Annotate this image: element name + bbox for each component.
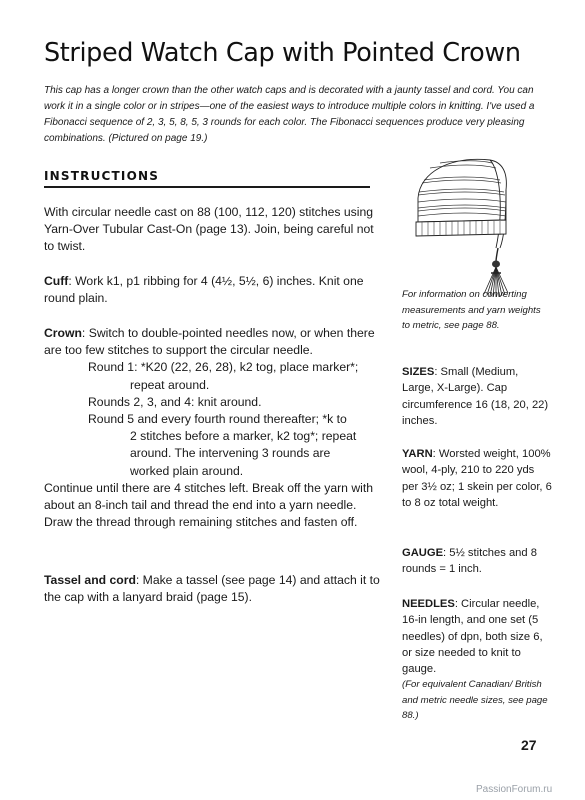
instructions-heading: INSTRUCTIONS (44, 169, 160, 183)
heading-rule (44, 186, 370, 188)
crown-paragraph (44, 325, 384, 531)
cuff-text: : Work k1, p1 ribbing for 4 (4½, 5½, 6) inches. Knit one round plain. (44, 274, 364, 306)
round-5-cont-2: around. The intervening 3 rounds are (130, 446, 331, 461)
cuff-label: Cuff (44, 274, 69, 288)
cast-on-paragraph (44, 204, 384, 256)
metric-info-note (402, 287, 544, 334)
crown-continue-text: Continue until there are 4 stitches left. Break off the yarn with about an 8-inch tail and thread the end into a yarn needle. Draw the thread through remaining stitches and fasten off. (44, 480, 374, 530)
round-5-cont-1: 2 stitches before a marker, k2 tog*; repeat (130, 429, 357, 444)
gauge-label: GAUGE (402, 547, 444, 559)
tassel-label: Tassel and cord (44, 573, 136, 587)
needles-label: NEEDLES (402, 598, 455, 610)
intro-paragraph: This cap has a longer crown than the other watch caps and is decorated with a jaunty tassel and cord. You can work it in a single color or in stripes—one of the easiest ways to introduce multiple colors in knitting. I've used a Fibonacci sequence of 2, 3, 5, 8, 5, 3 rounds for each color. The Fibonacci sequences produce very pleasing combinations. (Pictured on page 19.) (44, 85, 535, 144)
page-number: 27 (521, 737, 537, 753)
round-5-line: Round 5 and every fourth round thereafter; *k to (88, 412, 347, 427)
cuff-paragraph (44, 273, 384, 307)
needles-block (402, 596, 552, 724)
tassel-paragraph (44, 572, 384, 606)
sizes-text: : Small (Medium, Large, X-Large). Cap circumference 16 (18, 20, 22) inches. (402, 366, 549, 427)
watermark: PassionForum.ru (476, 784, 553, 795)
yarn-block (402, 446, 552, 511)
round-1-cont: repeat around. (130, 377, 210, 392)
yarn-label: YARN (402, 448, 433, 460)
cast-on-text: With circular needle cast on 88 (100, 112, 120) stitches using Yarn-Over Tubular Cast-On (page 13). Join, being careful not to twist. (44, 205, 374, 254)
round-1-line: Round 1: *K20 (22, 26, 28), k2 tog, place marker*; (88, 360, 359, 375)
striped-cap-illustration (400, 150, 530, 300)
crown-label: Crown (44, 326, 82, 340)
needles-note: (For equivalent Canadian/ British and metric needle sizes, see page 88.) (402, 679, 548, 722)
sizes-block (402, 364, 552, 429)
page-title: Striped Watch Cap with Pointed Crown (44, 38, 521, 68)
gauge-block (402, 545, 552, 578)
sizes-label: SIZES (402, 366, 435, 378)
needles-text: : Circular needle, 16-in length, and one set (5 needles) of dpn, both size 6, or size needed to knit to gauge. (402, 598, 543, 676)
tassel-text: : Make a tassel (see page 14) and attach it to the cap with a lanyard braid (page 15). (44, 573, 380, 605)
gauge-text: : 5½ stitches and 8 rounds = 1 inch. (402, 547, 537, 576)
metric-info-text: For information on converting measurements and yarn weights to metric, see page 88. (402, 289, 541, 331)
yarn-text: : Worsted weight, 100% wool, 4-ply, 210 to 220 yds per 3½ oz; 1 skein per color, 6 to 8 oz total weight. (402, 448, 552, 509)
crown-text: : Switch to double-pointed needles now, or when there are too few stitches to support the circular needle. (44, 326, 375, 358)
round-5-cont-3: worked plain around. (130, 463, 244, 478)
rounds-2-4-line: Rounds 2, 3, and 4: knit around. (88, 394, 262, 409)
